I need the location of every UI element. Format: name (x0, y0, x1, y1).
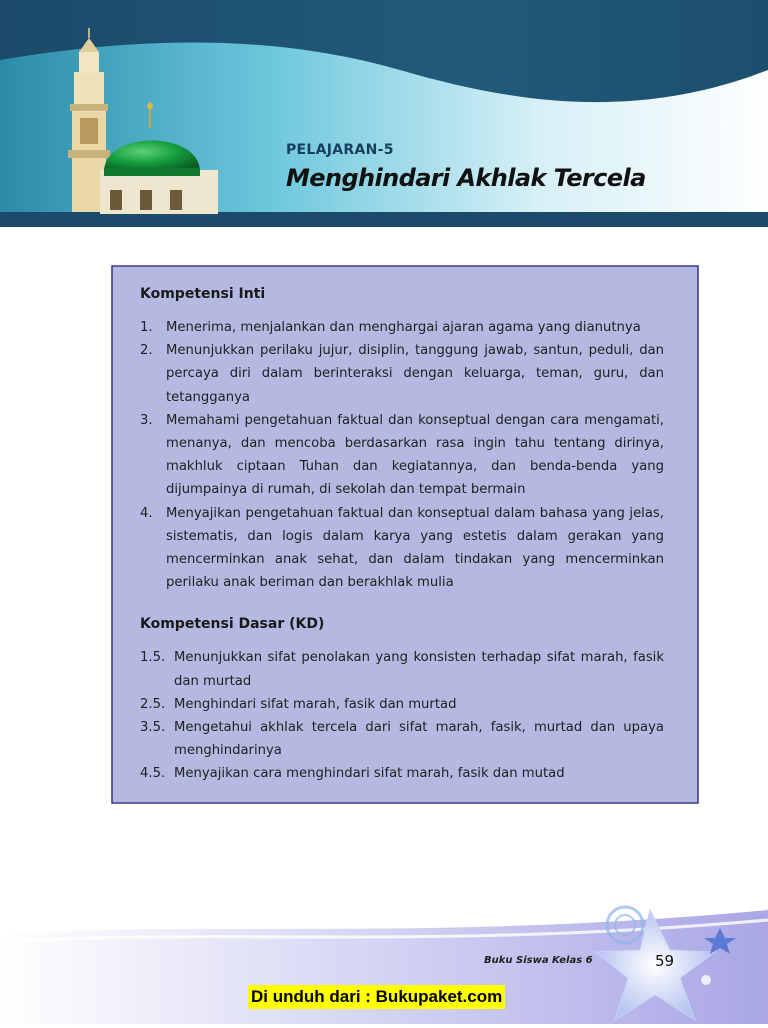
competency-content (140, 286, 664, 786)
item-number: 2. (140, 343, 153, 359)
kompetensi-dasar-section (140, 616, 664, 785)
lesson-title: Menghindari Akhlak Tercela (286, 164, 646, 192)
item-text: Menyajikan cara menghindari sifat marah, fasik dan mutad (174, 766, 565, 782)
page-number: 59 (655, 952, 675, 970)
item-text: Menghindari sifat marah, fasik dan murtad (174, 696, 457, 712)
item-number: 4.5. (140, 766, 166, 782)
list-item (140, 693, 664, 716)
item-text: Menunjukkan perilaku jujur, disiplin, tanggung jawab, santun, peduli, dan percaya diri dalam berinteraksi dengan keluarga, teman, guru, dan tetangganya (166, 343, 664, 405)
item-text: Menunjukkan sifat penolakan yang konsisten terhadap sifat marah, fasik dan murtad (174, 650, 664, 689)
item-number: 1.5. (140, 650, 166, 666)
competency-box (108, 262, 702, 807)
kompetensi-inti-section (140, 286, 664, 594)
list-item (140, 716, 664, 762)
item-text: Mengetahui akhlak tercela dari sifat marah, fasik, murtad dan upaya menghindarinya (174, 720, 664, 759)
kompetensi-inti-list (140, 316, 664, 594)
lesson-number-label: PELAJARAN-5 (286, 142, 394, 158)
item-number: 3.5. (140, 720, 166, 736)
list-item (140, 502, 664, 595)
item-number: 2.5. (140, 696, 166, 712)
item-text: Menerima, menjalankan dan menghargai ajaran agama yang dianutnya (166, 320, 641, 335)
download-source-link[interactable]: Di unduh dari : Bukupaket.com (248, 985, 505, 1009)
kompetensi-dasar-list (140, 646, 664, 785)
header-banner-graphic (0, 0, 768, 230)
list-item (140, 409, 664, 502)
item-number: 1. (140, 320, 153, 335)
kompetensi-dasar-heading: Kompetensi Dasar (KD) (140, 616, 325, 633)
list-item (140, 339, 664, 409)
list-item (140, 316, 664, 339)
item-text: Memahami pengetahuan faktual dan konseptual dengan cara mengamati, menanya, dan mencoba berdasarkan rasa ingin tahu tentang dirinya, makhluk ciptaan Tuhan dan kegiatannya, dan benda-benda yang dijumpainya di rumah, di sekolah dan tempat bermain (166, 412, 664, 498)
chapter-header (0, 0, 768, 230)
list-item (140, 646, 664, 692)
kompetensi-inti-heading: Kompetensi Inti (140, 286, 266, 302)
book-name: Buku Siswa Kelas 6 (484, 955, 593, 966)
item-number: 4. (140, 505, 153, 521)
list-item (140, 762, 664, 785)
item-text: Menyajikan pengetahuan faktual dan konseptual dalam bahasa yang jelas, sistematis, dan logis dalam karya yang estetis dalam gerakan yang mencerminkan anak sehat, dan dalam tindakan yang mencerminkan perilaku anak beriman dan berakhlak mulia (166, 505, 664, 591)
item-number: 3. (140, 412, 153, 428)
